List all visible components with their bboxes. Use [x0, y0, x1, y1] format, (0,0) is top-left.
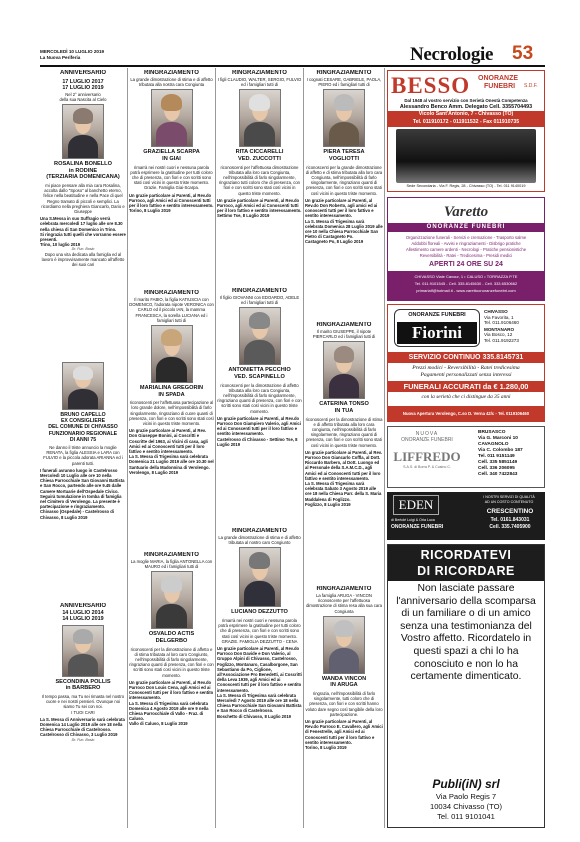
- ad-service-band: SERVIZIO CONTINUO 335.8145731: [388, 352, 544, 363]
- notice-title: RINGRAZIAMENTO: [144, 70, 199, 76]
- ad-brand-name: BESSO: [391, 73, 471, 98]
- notice-thanks-ciccarelli: [217, 70, 302, 288]
- notice-body: mi piace pensare alla mia cara Rosalina, accolta dallo "Sposo" al banchetto eterno, felice nella beatitudine e nella Pace di quel Regno tramato di piccoli e semplici. La ricordiamo nella preghiera Giancarlo, Dario e Giuseppe: [41, 183, 125, 215]
- ad-city: BRUSASCO: [478, 430, 506, 435]
- ad-tag: S.D.F.: [524, 83, 538, 89]
- ad-subtitle: di Bertolé Luigi & Oria Luca: [391, 518, 435, 522]
- notice-thanks-scarpa: [129, 70, 214, 290]
- notice-text: I figli CLAUDIO, WALTER, SERGIO, FULVIO ed i famigliari tutti di: [217, 77, 302, 88]
- notice-text: La grande dimostrazione di stima e di affetto tributata alla nostra cara Congiunta: [130, 77, 213, 88]
- deceased-name: ROSALINA BONELLO in RODINE (TERZIARIA DOMENICANA): [46, 161, 120, 181]
- ad-address: Via Bosco, 12: [484, 332, 513, 338]
- notice-body: riconoscenti per la dimostrazione di affetto tributata alla loro cara Congiunta, nell'impossibilità di farlo singolarmente, ringraziano quanti di presenza, con fiori e con scritti sono stati così vicini in questo triste momento.: [217, 382, 302, 414]
- notice-text: La moglie MARIA, la figlia ANTONELLA con MAURO ed i famigliari tutti di: [130, 559, 213, 570]
- portrait-photo: [323, 616, 365, 674]
- ad-ricordatevi: [387, 544, 545, 828]
- ad-line: Addobbi floreali - Avvisi e ringraziamenti - Disbrigo pratiche: [411, 241, 521, 246]
- notice-title: RINGRAZIAMENTO: [144, 290, 199, 296]
- ad-tag: FUNEBRI: [484, 83, 516, 90]
- ad-branches: [478, 430, 523, 478]
- ad-branches: [484, 309, 519, 344]
- mass-info: Un grazie particolare ai Parenti, al Rev.do Parroco Don Giampiero Valerio, agli Amici ed ai Conoscenti tutti per il loro fattivo e sentito interessamento. Castelrosso di Chivasso - Settimo Tse, 8 Luglio 2019: [217, 415, 301, 447]
- ad-address: Vicolo Sant'Antonio, 7 - Chivasso (TO): [418, 111, 514, 117]
- mass-info: Un grazie particolare ai Parenti, al Rev.do Parroco Don Davide e Don Valerio, al Gruppo Alpini di Chivasso, Castelrosso, Foglizzo, Montanaro, Casalborgone, San Sebastiano da Po, Ciglione, all'Associazione Pro Benedetti, ai Coscritti della Leva 1939, agli Amici ed ai Conoscenti tutti per il loro fattivo e sentito interessamento. La S. Messa di Trigesima sarà celebrata Mercoledì 7 Agosto 2019 alle ore 18 nella Chiesa Parrocchiale San Giovanni Battista e San Rocco di Castelrosso. Boschetto di Chivasso, 8 Luglio 2019: [217, 646, 302, 719]
- notice-thanks-tonso: [305, 322, 383, 584]
- notice-title: ANNIVERSARIO: [59, 70, 106, 76]
- notice-dates: 14 LUGLIO 2014 14 LUGLIO 2019: [62, 610, 104, 623]
- ad-line: Pagamenti personalizzati senza interessi: [420, 372, 512, 378]
- portrait-photo: [62, 625, 104, 677]
- header-date: MERCOLEDÌ 10 LUGLIO 2019: [40, 49, 105, 54]
- deceased-name: PIERA TERESA VOGLIOTTI: [323, 149, 365, 162]
- notice-body: ringrazia, nell'impossibilità di farlo singolarmente, tutti coloro che di presenza, con fiori e con scritti hanno voluto dare segno così tangibile della loro partecipazione.: [305, 691, 383, 717]
- mass-info: Un grazie particolare ai Parenti, al Rev.do Parroco, agli Amici ed ai Conoscenti tutti per il loro fattivo e sentito interessamento. Torino, 8 Luglio 2019: [129, 192, 214, 214]
- notice-body: rimarrà nei nostri cuori e nessuna parola potrà esprimere la gratitudine per tutti coloro che di presenza, con fiori e con scritti sono stati così vicini in questo triste momento. GRAZIE. FAMIGLIA DEZZUTTO - CENA: [218, 618, 301, 644]
- hearse-photo: [396, 129, 536, 183]
- notice-body: rimarrà nei nostri cuori e nessuna parola potrà esprimere la gratitudine per tutti coloro che di presenza, con fiori e con scritti sono stati così vicini in questo triste momento. Grazie. Famiglia Giai-Scarpa.: [130, 164, 213, 191]
- ad-phone: Tel. 011.9106460: [484, 320, 519, 326]
- ad-tag: ONORANZE: [478, 75, 519, 82]
- ad-top: ONORANZE FUNEBRI: [401, 437, 453, 443]
- ad-body: Non lasciate passare l'anniversario della scomparsa di un familiare o di un amico senza una testimonianza del Vostro affetto. Ricordatelo in questi spazi a chi lo ha conosciuto e non lo ha certamente dimenticato.: [396, 583, 536, 683]
- portrait-photo: [62, 104, 104, 159]
- mass-info: Un grazie particolare ai Parenti, al Rev.do Parroco Don Louis Cena, agli Amici ed ai Conoscenti tutti per il loro fattivo e sentito interessamento. La S. Messa di Trigesima sarà celebrata Domenica 4 Agosto 2019 alle ore 9 nella Chiesa Parrocchiale di Vallo - Fraz. di Caluso. Vallo di Caluso, 8 Luglio 2019: [129, 679, 214, 727]
- notice-anniversary-bonello: [40, 70, 126, 360]
- portrait-photo: [151, 89, 193, 147]
- portrait-photo: [151, 325, 193, 383]
- header-paper: La Nuova Periferia: [40, 54, 81, 60]
- ad-phones: Tel. 011910172 - 011911532 - Fax 011910735: [412, 118, 520, 125]
- ad-phone: Tel. 0161.843031: [490, 517, 530, 523]
- notice-text: Il marito GIUSEPPE, il nipote PIERCARLO ed i famigliari tutti di: [312, 329, 376, 340]
- ad-footer: Sede Secondaria - Via F. Regis, 28 - Chivasso (TO) - Tel. 011 9140019: [406, 184, 526, 188]
- deceased-name: SECONDINA POLLIS in BARBERO: [55, 678, 111, 692]
- notice-thanks-vogliotti: [305, 70, 383, 320]
- notice-dates: 17 LUGLIO 2017 17 LUGLIO 2019: [62, 79, 104, 92]
- ad-liffredo: [387, 426, 545, 488]
- header-meta: [40, 49, 104, 60]
- notice-text: Nel 2° anniversario della sua Nascita al Cielo: [59, 91, 107, 103]
- ad-phone: Cell. 340 7422843: [478, 472, 518, 477]
- mass-info: Un grazie particolare ai Parenti, al Rev.do Parroco E. Cavallero, agli Amici di Fenestrelle, agli Amici ed ai Conoscenti tutti per il loro fattivo e sentito interessamento. Torino, 8 Luglio 2019: [305, 719, 383, 751]
- ad-address: Via G. Marconi 10: [478, 436, 518, 441]
- notice-text: La famiglia ARUGA - VINCON riconoscente per l'affettuosa dimostrazione di stima resa alla sua cara Congiunta: [306, 593, 382, 614]
- page-number: 53: [512, 43, 534, 64]
- ad-line: Organizzazione funerali - Servizi e cremazione - Trasporto salme: [405, 235, 527, 240]
- header-rule: [40, 65, 545, 67]
- mass-info: La S. Messa di Anniversario sarà celebrata Domenica 14 Luglio 2019 alle ore 18 nella Chiesa Parrocchiale di Castelrosso. Castelrosso di Chivasso, 3 Luglio 2019: [40, 716, 125, 738]
- notice-title: RINGRAZIAMENTO: [316, 586, 372, 592]
- notice-body: riconoscenti per l'affettuosa partecipazione al loro grande dolore, nell'impossibilità di farlo singolarmente, ringraziano di cuore quanti di presenza, con fiori e con scritti sono stati così vicini in questo triste momento.: [129, 400, 214, 427]
- deceased-name: BRUNO CAPELLO EX CONSIGLIERE DEL COMUNE DI CHIVASSO FUNZIONARIO REGIONALE DI ANNI 75: [48, 412, 118, 443]
- notice-place-date: Chivasso (Ospedale) - Castelrosso di Chivasso, 8 Luglio 2019: [40, 509, 115, 520]
- notice-thanks-vincon: [305, 586, 383, 828]
- ad-line: Alessandro Benco Amm. Delegato Cell. 3355704493: [399, 104, 533, 110]
- notice-body: riconoscenti per la dimostrazione di stima e di affetto tributata alla loro cara congiunta, nell'impossibilità di farlo singolarmente, ringraziano quanti di presenza, con fiori e con scritti sono stati così vicini in questo triste momento.: [305, 416, 383, 448]
- ad-price-band: FUNERALI ACCURATI da € 1.280,00: [388, 381, 544, 392]
- mass-info: Una S.Messa in suo Suffragio verrà celebrata mercoledì 17 luglio alle ore 8.30 nella chiesa di San Domenico in Trino. Si ringrazia tutti quelli che vorranno essere presenti. Trino, 10 luglio 2019: [40, 216, 126, 248]
- ad-city: CAVAGNOLO: [478, 442, 509, 447]
- notice-title: RINGRAZIAMENTO: [144, 552, 199, 558]
- ad-address-band: Nuova Apertura Verolengo, C.so D. Verna 42/c - Tel. 0119106460: [388, 406, 544, 421]
- portrait-photo: [239, 89, 281, 147]
- funeral-info: I funerali avranno luogo in Castelrosso Mercoledì 10 Luglio alle ore 10 nella Chiesa Parrocchiale San Giovanni Battista e San Rocco, partendo alle ore 9.45 dalle Camere Mortuarie dell'Ospedale Civico. Seguirà tumulazione in tomba di famiglia nel Cimitero di Verolengo. La presente è partecipazione e ringraziamento.: [40, 467, 125, 510]
- ad-address: Via C. Colombo 187: [478, 448, 523, 453]
- ad-contact-band: [388, 271, 544, 301]
- deceased-name: OSVALDO ACTIS DELGERBO: [148, 631, 195, 644]
- ad-top: ONORANZE FUNEBRI: [408, 312, 466, 318]
- notice-body: Ne danno il triste annuncio la moglie RENATA, la figlia ALESSIA e LARA con FULVIO e la piccola adorata ARIANNA ed i parenti tutti.: [43, 445, 123, 466]
- deceased-name: ANTONIETTA PECCHIO VED. SCAPINELLO: [228, 367, 291, 380]
- ad-phone: Cell. 335.7405900: [489, 523, 531, 530]
- notice-title: RINGRAZIAMENTO: [232, 288, 287, 294]
- ad-phones: Tel. 011.9101545 - Cell. 335.8145630 - Cell. 333.6530662: [414, 281, 518, 286]
- ad-services: [388, 235, 544, 259]
- ad-top: NUOVA: [415, 431, 439, 437]
- ad-phone: Tel. 011.9192273: [484, 337, 519, 343]
- ad-line: Allestimento camere ardenti - Necrologi - Pratiche pensionistiche: [405, 247, 527, 252]
- notice-text: La grande dimostrazione di stima e di affetto tributata al nostro caro Congiunto: [218, 535, 301, 546]
- notice-thanks-gregorin: [129, 290, 214, 550]
- ad-cities: CHIVASSO Viale Cavour, 1 • CALUSO • TORRAZZA P.TE: [414, 274, 518, 279]
- ad-brand-name: LIFFREDO: [393, 449, 461, 464]
- column-divider: [384, 68, 385, 828]
- ad-logo: [392, 431, 462, 469]
- ad-web: primarialf@hotmail.it - www.varettoonoranzefunebri.com: [416, 288, 516, 293]
- notice-body: riconoscenti per la grande dimostrazione di affetto e di stima tributata alla loro cara Congiunta, nell'impossibilità di farlo singolarmente, ringraziano quanti di presenza, con fiori e con scritti sono stati così vicini in questo triste momento.: [305, 164, 383, 196]
- notice-thanks-dezzutto: [217, 528, 302, 828]
- deceased-name: WANDA VINCON IN ARUGA: [321, 675, 367, 689]
- portrait-photo: [239, 307, 281, 365]
- ad-address: Via Paolo Regis 7 10034 Chivasso (TO) Tel. 011 9101041: [429, 792, 503, 821]
- ad-phone: Cell. 335 5851149: [478, 460, 518, 465]
- notice-intro: Dopo una vita dedicata alla famiglia ed al lavoro è improvvisamente mancato all'affetto dei suoi cari: [41, 251, 125, 268]
- ad-brand-name: EDEN: [393, 495, 439, 515]
- ad-lines: [388, 365, 544, 379]
- ad-contact-band: [388, 111, 544, 127]
- ad-subtitle: ONORANZE FUNEBRI: [388, 223, 544, 232]
- mass-info: Un grazie particolare ai Parenti, al Rev.do Parroco, agli Amici ed ai Conoscenti tutti per il loro fattivo e sentito interessamento. Settimo Tse, 8 Luglio 2019: [217, 197, 302, 219]
- portrait-photo: [239, 547, 281, 607]
- deceased-name: MARIALINA GREGORIN IN SPADA: [139, 385, 204, 398]
- notice-body: riconoscenti per l'affettuosa dimostrazione tributata alla loro cara Congiunta, nell'impossibilità di farlo singolarmente, ringraziano tutti coloro che di presenza, con fiori e con scritti sono stati così vicini in questo triste momento.: [218, 164, 300, 196]
- ad-varetto: [387, 197, 545, 301]
- portrait-photo: [151, 571, 193, 629]
- ad-line: Dal 1948 al vostro servizio con Serietà Onestà Competenza: [404, 98, 528, 103]
- funeral-director-sign: Dr. Fun. Bosio: [71, 737, 95, 742]
- notice-title: RINGRAZIAMENTO: [232, 70, 287, 76]
- section-title: Necrologie: [410, 44, 494, 65]
- mass-info: Un grazie particolare ai Parenti, al Rev. Don Giuseppe Bonini, ai Coscritti e Coscritte del 1963, ai Vicini di casa, agli Amici ed ai Conoscenti tutti per il loro fattivo e sentito interessamento. La S. Messa di Trigesima sarà celebrata Domenica 21 Luglio 2019 alle ore 10.30 nel Santuario della Madonnina di Verolengo. Verolengo, 8 Luglio 2019: [129, 428, 214, 475]
- ad-subtitle: ONORANZE FUNEBRI: [391, 524, 444, 530]
- notice-anniversary-pollis: [40, 603, 126, 828]
- ad-subtitle: S.A.S. di Borra P. & Cusino C.: [403, 465, 451, 469]
- funeral-director-sign: Dr. Fun. Bosio: [71, 247, 95, 252]
- ad-line: Prezzi modici - Reversibilità - Ratei tredicesima: [412, 365, 520, 371]
- ad-brand-name: Varetto: [443, 204, 489, 220]
- ad-city: MONTANARO: [484, 326, 515, 332]
- portrait-photo: [323, 341, 365, 399]
- ad-brand-name: Fiorini: [397, 322, 477, 344]
- column-divider: [303, 68, 304, 828]
- deceased-name: GRAZIELLA SCARPA IN GIAI: [143, 149, 200, 162]
- notice-title: ANNIVERSARIO: [59, 603, 106, 609]
- ad-fiorini: [387, 304, 545, 422]
- ad-city: CRESCENTINO: [486, 508, 534, 515]
- column-divider: [215, 68, 216, 828]
- portrait-photo: [323, 89, 365, 147]
- notice-text: Il marito FABIO, la figlia KATIUSCIA con DOMENICO, l'adorata nipote VERONICA con CARLO ed il piccolo IAN, la mamma FRANCESCA, la sorella LUCIANA ed i famigliari tutti di: [129, 297, 214, 323]
- ad-title: RICORDATEVI DI RICORDARE: [388, 545, 544, 581]
- notice-thanks-pecchio: [217, 288, 302, 528]
- ad-top: I NOSTRI SERVIZI DI QUALITÀ AD UN COSTO CONTENUTO: [483, 495, 535, 504]
- deceased-name: RITA CICCARELLI VED. ZUCCOTTI: [235, 149, 284, 162]
- ad-brand-name: Publi(iN) srl: [432, 777, 500, 791]
- ad-address: Via Favorita, 1: [484, 314, 514, 320]
- notice-text: I cognati CESARE, GABRIELE, PAOLA, PIERO ed i famigliari tutti di: [306, 77, 382, 88]
- deceased-name: LUCIANO DEZZUTTO: [231, 609, 288, 616]
- notice-body: Il tempo passa, ma Tu sei rimasta nel nostro cuore e nei nostri pensieri. Ovunque noi siamo Tu sei con noi. I TUOI CARI: [41, 694, 125, 715]
- column-divider: [127, 68, 128, 828]
- notice-death-capello: [40, 360, 126, 595]
- notice-title: RINGRAZIAMENTO: [316, 70, 372, 76]
- ad-line: con la serietà che ci distingue da 35 anni: [421, 394, 511, 400]
- ad-city: CHIVASSO: [484, 309, 508, 314]
- deceased-name: CATERINA TONSO IN TUA: [319, 401, 369, 414]
- ad-phone: Cell. 336 206095: [478, 466, 515, 471]
- ad-phones: [477, 517, 543, 530]
- ad-hours: APERTI 24 ORE SU 24: [429, 261, 503, 268]
- notice-title: RINGRAZIAMENTO: [316, 322, 372, 328]
- mass-info: Un grazie particolare ai Parenti, al Rev.do Don Roberto, agli amici ed ai conoscenti tutti per il loro fattivo e sentito interessamento. La S. Messa di Trigesima sarà celebrata Domenica 28 Luglio 2019 alle ore 10 nella Chiesa Parrocchiale San Pietro di Castagneto Po. Castagneto Po, 8 Luglio 2019: [305, 197, 383, 245]
- ad-besso: [387, 70, 545, 192]
- notice-body: riconoscenti per la dimostrazione di affetto e di stima tributata al loro caro Congiunto, nell'impossibilità di farlo singolarmente, ringraziano quanti di presenza, con fiori e con scritti sono stati così vicini in questo triste momento.: [129, 646, 214, 678]
- notice-title: RINGRAZIAMENTO: [232, 528, 287, 534]
- ad-eden: [387, 492, 545, 540]
- notice-text: Il figlio GIOVANNI con EDOARDO, ADELE ed i famigliari tutti di: [219, 295, 300, 306]
- ad-logo-frame: [394, 309, 480, 347]
- mass-info: Un grazie particolare ai Parenti, al Rev. Parroco Don Giancarlo Coffla, al Dott. Riccardo Barbero, al Dott. Luongo ed al Personale della S.A.M.C.D., agli Amici ed ai Conoscenti tutti per il loro fattivo e sentito interessamento. La S. Messa di Trigesima sarà celebrata Sabato 3 Agosto 2019 alle ore 18 nella Chiesa Parr. della S. Maria Maddalena di Foglizzo. Foglizzo, 8 Luglio 2019: [305, 449, 382, 507]
- portrait-photo: [62, 362, 104, 410]
- ad-phone: Tel. 011 9151149: [478, 454, 515, 459]
- notice-thanks-actis: [129, 552, 214, 828]
- ad-line: Reversibilità - Ratei - Tredicesima - Presidi medici: [419, 253, 513, 258]
